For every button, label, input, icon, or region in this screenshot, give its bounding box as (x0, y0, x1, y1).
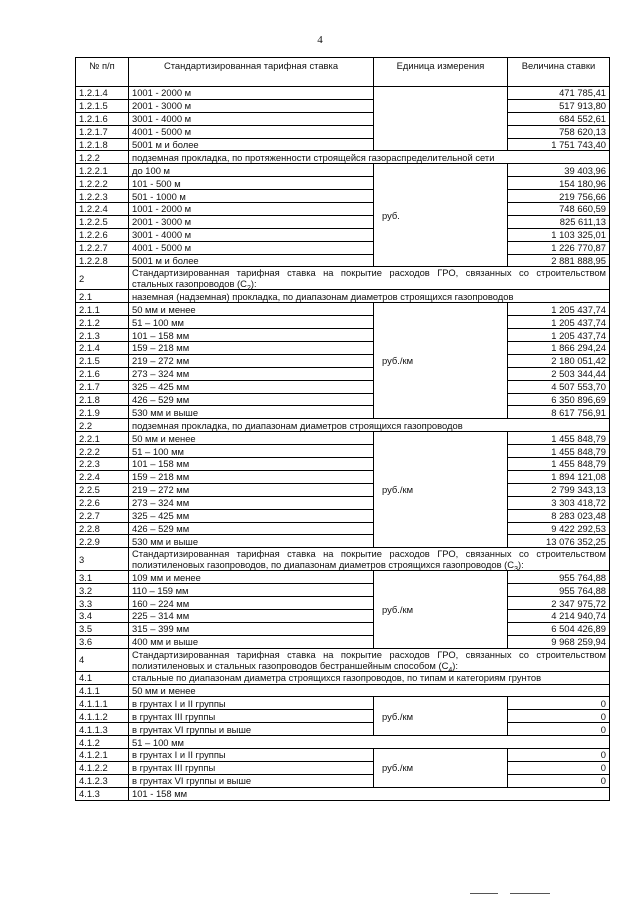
row-number: 4.1 (76, 671, 129, 684)
row-number: 2.1.8 (76, 393, 129, 406)
row-description: 426 – 529 мм (129, 393, 374, 406)
table-row (76, 354, 610, 367)
table-row (76, 367, 610, 380)
row-number: 2.1.1 (76, 303, 129, 316)
table-row (76, 112, 610, 125)
table-header-row (76, 58, 610, 87)
row-description: 501 - 1000 м (129, 190, 374, 203)
rate-value: 6 350 896,69 (508, 393, 610, 406)
tariff-table (75, 57, 610, 801)
rate-value: 825 611,13 (508, 215, 610, 228)
row-description: 109 мм и менее (129, 571, 374, 584)
row-number: 2 (76, 267, 129, 290)
section-title (129, 736, 610, 749)
section-row (76, 548, 610, 571)
footer-line (510, 893, 550, 894)
row-number: 3 (76, 548, 129, 571)
row-number: 2.1.3 (76, 329, 129, 342)
row-description: 219 – 272 мм (129, 354, 374, 367)
section-title-tail: ): (452, 659, 459, 671)
rate-value: 2 881 888,95 (508, 254, 610, 267)
rate-value: 1 205 437,74 (508, 316, 610, 329)
rate-value: 8 283 023,48 (508, 509, 610, 522)
table-row (76, 458, 610, 471)
table-row (76, 571, 610, 584)
table-row (76, 748, 610, 761)
rate-value: 1 205 437,74 (508, 303, 610, 316)
table-row (76, 254, 610, 267)
rate-value: 0 (508, 748, 610, 761)
rate-value: 6 504 426,89 (508, 622, 610, 635)
unit-cell: руб. (374, 164, 508, 267)
section-subscript: 3 (514, 566, 518, 574)
row-description: 2001 - 3000 м (129, 99, 374, 112)
row-number: 2.2.2 (76, 445, 129, 458)
section-title-text: подземная прокладка, по диапазонам диаметров строящихся газопроводов (132, 419, 463, 431)
rate-value: 13 076 352,25 (508, 535, 610, 548)
table-row (76, 177, 610, 190)
section-row (76, 267, 610, 290)
table-row (76, 723, 610, 736)
section-title (129, 787, 610, 800)
row-description: 101 - 500 м (129, 177, 374, 190)
row-description: в грунтах I и II группы (129, 748, 374, 761)
rate-value: 955 764,88 (508, 584, 610, 597)
unit-cell: руб./км (374, 571, 508, 648)
rate-value: 0 (508, 697, 610, 710)
row-description: 273 – 324 мм (129, 496, 374, 509)
section-title-text: подземная прокладка, по протяженности строящейся газораспределительной сети (132, 151, 495, 163)
rate-value: 0 (508, 723, 610, 736)
table-row (76, 622, 610, 635)
row-number: 2.2.4 (76, 470, 129, 483)
row-number: 1.2.1.7 (76, 125, 129, 138)
header-value: Величина ставки (508, 58, 610, 87)
row-description: 5001 м и более (129, 138, 374, 151)
row-description: в грунтах III группы (129, 761, 374, 774)
section-row (76, 736, 610, 749)
table-row (76, 432, 610, 445)
rate-value: 517 913,80 (508, 99, 610, 112)
rate-value: 2 347 975,72 (508, 597, 610, 610)
row-number: 2.1.4 (76, 342, 129, 355)
row-number: 2.2.3 (76, 458, 129, 471)
table-row (76, 522, 610, 535)
table-row (76, 228, 610, 241)
rate-value: 9 968 259,94 (508, 635, 610, 648)
table-row (76, 241, 610, 254)
row-number: 1.2.1.6 (76, 112, 129, 125)
row-description: 101 – 158 мм (129, 458, 374, 471)
unit-cell: руб./км (374, 432, 508, 548)
section-title-tail: ): (250, 278, 257, 290)
row-description: 530 мм и выше (129, 535, 374, 548)
row-number: 2.1.7 (76, 380, 129, 393)
row-number: 3.1 (76, 571, 129, 584)
table-row (76, 203, 610, 216)
row-number: 2.2.9 (76, 535, 129, 548)
rate-value: 1 226 770,87 (508, 241, 610, 254)
rate-value: 1 894 121,08 (508, 470, 610, 483)
page-number: 4 (317, 34, 323, 46)
section-subscript: 4 (448, 666, 453, 674)
table-row (76, 483, 610, 496)
row-description: 219 – 272 мм (129, 483, 374, 496)
table-row (76, 697, 610, 710)
table-row (76, 329, 610, 342)
table-body (76, 87, 610, 801)
row-description: 325 – 425 мм (129, 509, 374, 522)
rate-value: 219 756,66 (508, 190, 610, 203)
row-description: 3001 - 4000 м (129, 228, 374, 241)
table-row (76, 496, 610, 509)
unit-cell: руб./км (374, 748, 508, 787)
row-number: 3.6 (76, 635, 129, 648)
row-description: 325 – 425 мм (129, 380, 374, 393)
row-description: 530 мм и выше (129, 406, 374, 419)
table-row (76, 509, 610, 522)
rate-value: 9 422 292,53 (508, 522, 610, 535)
rate-value: 1 866 294,24 (508, 342, 610, 355)
section-subscript: 2 (246, 285, 251, 293)
rate-value: 1 103 325,01 (508, 228, 610, 241)
table-row (76, 380, 610, 393)
rate-value: 2 799 343,13 (508, 483, 610, 496)
section-title-text: Стандартизированная тарифная ставка на покрытие расходов ГРО, связанных со строительством полиэтиленовых и стальных газопроводов бестраншейным способом (С (132, 648, 606, 671)
row-number: 4.1.1.3 (76, 723, 129, 736)
row-number: 4.1.1.1 (76, 697, 129, 710)
row-number: 1.2.2.5 (76, 215, 129, 228)
table-row (76, 316, 610, 329)
rate-value: 0 (508, 774, 610, 787)
section-title-text: Стандартизированная тарифная ставка на покрытие расходов ГРО, связанных со строительством полиэтиленовых газопроводов, по диапазонам диаметров строящихся газопроводов (С (132, 548, 606, 571)
row-description: 159 – 218 мм (129, 342, 374, 355)
row-number: 2.1.2 (76, 316, 129, 329)
unit-cell (374, 87, 508, 151)
header-number: № п/п (76, 58, 129, 87)
row-number: 2.2.1 (76, 432, 129, 445)
rate-value: 758 620,13 (508, 125, 610, 138)
row-description: 225 – 314 мм (129, 609, 374, 622)
rate-value: 8 617 756,91 (508, 406, 610, 419)
row-description: в грунтах VI группы и выше (129, 723, 374, 736)
row-number: 4.1.2.1 (76, 748, 129, 761)
rate-value: 748 660,59 (508, 203, 610, 216)
row-description: 4001 - 5000 м (129, 125, 374, 138)
section-title-text: стальные по диапазонам диаметра строящихся газопроводов, по типам и категориям грунтов (132, 672, 542, 684)
section-title (129, 671, 610, 684)
row-number: 1.2.2.3 (76, 190, 129, 203)
row-number: 2.2.5 (76, 483, 129, 496)
section-title-text: 50 мм и менее (132, 684, 196, 696)
row-description: 160 – 224 мм (129, 597, 374, 610)
rate-value: 2 503 344,44 (508, 367, 610, 380)
section-title-tail: ): (517, 559, 524, 571)
table-row (76, 190, 610, 203)
rate-value: 684 552,61 (508, 112, 610, 125)
table-row (76, 393, 610, 406)
header-rate: Стандартизированная тарифная ставка (129, 58, 374, 87)
row-description: 51 – 100 мм (129, 316, 374, 329)
row-number: 2.2 (76, 419, 129, 432)
table-row (76, 406, 610, 419)
table-row (76, 609, 610, 622)
row-number: 2.1.6 (76, 367, 129, 380)
row-number: 1.2.2.6 (76, 228, 129, 241)
row-description: 51 – 100 мм (129, 445, 374, 458)
section-title (129, 151, 610, 164)
row-number: 3.3 (76, 597, 129, 610)
rate-value: 3 303 418,72 (508, 496, 610, 509)
row-description: 426 – 529 мм (129, 522, 374, 535)
rate-value: 955 764,88 (508, 571, 610, 584)
section-row (76, 787, 610, 800)
rate-value: 4 214 940,74 (508, 609, 610, 622)
row-number: 1.2.1.5 (76, 99, 129, 112)
rate-value: 1 205 437,74 (508, 329, 610, 342)
rate-value: 154 180,96 (508, 177, 610, 190)
section-title-text: Стандартизированная тарифная ставка на покрытие расходов ГРО, связанных со строительством стальных газопроводов (С (132, 267, 606, 290)
row-description: 50 мм и менее (129, 303, 374, 316)
table-row (76, 87, 610, 100)
section-row (76, 671, 610, 684)
row-description: 273 – 324 мм (129, 367, 374, 380)
table-row (76, 99, 610, 112)
table-row (76, 303, 610, 316)
table-row (76, 215, 610, 228)
rate-value: 471 785,41 (508, 87, 610, 100)
table-row (76, 138, 610, 151)
table-row (76, 125, 610, 138)
section-row (76, 151, 610, 164)
section-title (129, 290, 610, 303)
table-row (76, 774, 610, 787)
row-description: 1001 - 2000 м (129, 87, 374, 100)
row-number: 2.2.7 (76, 509, 129, 522)
row-number: 4.1.2.3 (76, 774, 129, 787)
section-row (76, 684, 610, 697)
row-description: 400 мм и выше (129, 635, 374, 648)
row-number: 2.1 (76, 290, 129, 303)
row-number: 1.2.2.2 (76, 177, 129, 190)
row-number: 4 (76, 648, 129, 671)
row-description: в грунтах III группы (129, 710, 374, 723)
row-description: в грунтах I и II группы (129, 697, 374, 710)
row-description: до 100 м (129, 164, 374, 177)
rate-value: 1 455 848,79 (508, 432, 610, 445)
row-description: 3001 - 4000 м (129, 112, 374, 125)
table-row (76, 445, 610, 458)
table-row (76, 470, 610, 483)
row-description: 2001 - 3000 м (129, 215, 374, 228)
table-row (76, 710, 610, 723)
unit-cell: руб./км (374, 697, 508, 736)
row-number: 1.2.1.8 (76, 138, 129, 151)
row-number: 1.2.2.4 (76, 203, 129, 216)
row-number: 3.4 (76, 609, 129, 622)
row-number: 4.1.2.2 (76, 761, 129, 774)
rate-value: 0 (508, 710, 610, 723)
rate-value: 39 403,96 (508, 164, 610, 177)
row-number: 1.2.2 (76, 151, 129, 164)
row-number: 1.2.2.1 (76, 164, 129, 177)
table-row (76, 584, 610, 597)
section-title-text: 101 - 158 мм (132, 788, 188, 800)
table-row (76, 635, 610, 648)
row-description: 50 мм и менее (129, 432, 374, 445)
row-description: 315 – 399 мм (129, 622, 374, 635)
row-description: в грунтах VI группы и выше (129, 774, 374, 787)
table-row (76, 597, 610, 610)
row-number: 4.1.2 (76, 736, 129, 749)
row-number: 4.1.1 (76, 684, 129, 697)
table-row (76, 342, 610, 355)
section-title-text: наземная (надземная) прокладка, по диапазонам диаметров строящихся газопроводов (132, 290, 514, 302)
rate-value: 2 180 051,42 (508, 354, 610, 367)
row-number: 4.1.3 (76, 787, 129, 800)
row-number: 2.1.5 (76, 354, 129, 367)
row-number: 2.2.6 (76, 496, 129, 509)
row-number: 2.2.8 (76, 522, 129, 535)
row-number: 1.2.2.8 (76, 254, 129, 267)
row-number: 1.2.1.4 (76, 87, 129, 100)
section-row (76, 290, 610, 303)
row-description: 101 – 158 мм (129, 329, 374, 342)
row-description: 159 – 218 мм (129, 470, 374, 483)
table-row (76, 761, 610, 774)
row-description: 110 – 159 мм (129, 584, 374, 597)
row-number: 1.2.2.7 (76, 241, 129, 254)
section-row (76, 419, 610, 432)
section-title (129, 267, 610, 293)
section-title (129, 684, 610, 697)
section-title-text: 51 – 100 мм (132, 736, 184, 748)
unit-cell: руб./км (374, 303, 508, 419)
rate-value: 1 751 743,40 (508, 138, 610, 151)
row-description: 5001 м и более (129, 254, 374, 267)
row-number: 3.2 (76, 584, 129, 597)
row-number: 2.1.9 (76, 406, 129, 419)
footer-line (470, 893, 498, 894)
section-title (129, 419, 610, 432)
rate-value: 1 455 848,79 (508, 458, 610, 471)
rate-value: 1 455 848,79 (508, 445, 610, 458)
rate-value: 0 (508, 761, 610, 774)
rate-value: 4 507 553,70 (508, 380, 610, 393)
section-title (129, 548, 610, 574)
table-row (76, 535, 610, 548)
section-row (76, 648, 610, 671)
row-number: 4.1.1.2 (76, 710, 129, 723)
row-number: 3.5 (76, 622, 129, 635)
section-title (129, 648, 610, 674)
table-row (76, 164, 610, 177)
header-unit: Единица измерения (374, 58, 508, 87)
row-description: 1001 - 2000 м (129, 203, 374, 216)
row-description: 4001 - 5000 м (129, 241, 374, 254)
